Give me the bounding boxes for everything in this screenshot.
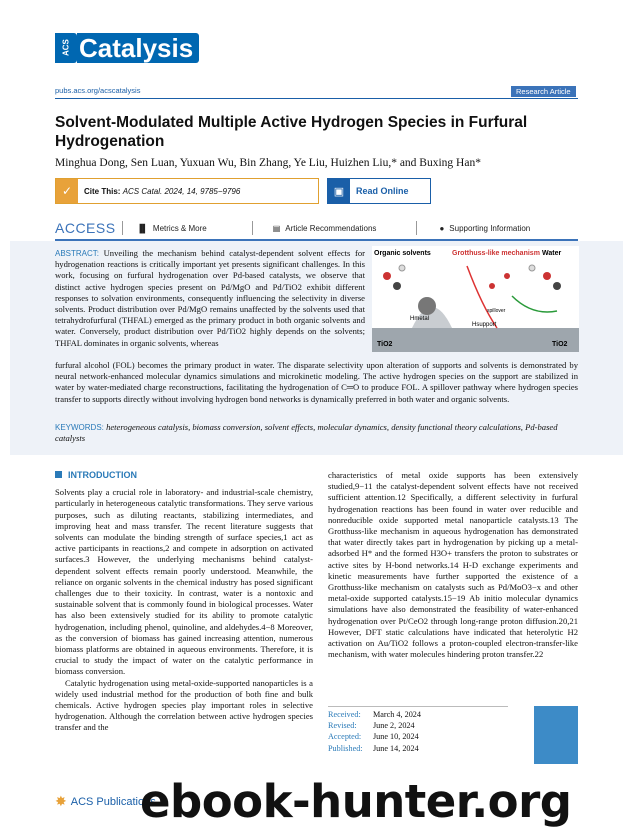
received-date: March 4, 2024 xyxy=(373,710,421,719)
keywords-label: KEYWORDS: xyxy=(55,423,104,432)
cite-ref: ACS Catal. 2024, 14, 9785−9796 xyxy=(122,186,241,196)
keywords-text: heterogeneous catalysis, biomass conversion, solvent effects, molecular dynamics, density functional theory calculations, Pd-based catalysts xyxy=(55,422,558,444)
toc-hsupport-label: Hsupport xyxy=(472,322,497,328)
abstract-part-2: furfural alcohol (FOL) becomes the primary product in water. The disparate selectivity upon alteration of supports and solvents is demonstrated by neural network-enhanced molecular dynamics simulations and microkinetic modeling. The active hydrogen species on the support are stabilized in water by water-mediated charge reconstructions, facilitating the hydrogenation of C═O to produce FOL. A spillover pathway where hydrogen species transfer to supports directly without involving hydrogen bond networks is dynamically preferred in both water and organic solvents. xyxy=(55,360,578,404)
toc-tio2-right: TiO2 xyxy=(552,341,568,348)
journal-name: Catalysis xyxy=(77,33,199,63)
recommendations-icon: ▤ xyxy=(272,223,281,233)
keywords xyxy=(55,422,578,444)
intro-heading-text: INTRODUCTION xyxy=(68,470,137,480)
watermark: ebook-hunter.org xyxy=(140,775,572,828)
divider xyxy=(122,221,123,235)
author-list: Minghua Dong, Sen Luan, Yuxuan Wu, Bin Zhang, Ye Liu, Huizhen Liu,* and Buxing Han* xyxy=(55,157,481,169)
header-rule xyxy=(55,98,578,99)
cite-label: Cite This: xyxy=(84,186,121,196)
tio2-support xyxy=(372,328,579,352)
accepted-label: Accepted: xyxy=(328,732,362,742)
journal-url[interactable]: pubs.acs.org/acscatalysis xyxy=(55,86,141,95)
intro-column-1 xyxy=(55,470,313,734)
article-title: Solvent-Modulated Multiple Active Hydrogen Species in Furfural Hydrogenation xyxy=(55,114,528,150)
published-label: Published: xyxy=(328,743,363,753)
accepted-date: June 10, 2024 xyxy=(373,732,419,742)
abstract-text-1: Unveiling the mechanism behind catalyst-dependent solvent effects for hydrogenation reactions is critically important yet presents significant challenges. In this work, focusing on furfural hydrogenation over Pd-based catalysts, we observe that distinct active hydrogen species present on Pd/MgO and Pd/TiO2 exhibit different responses to solvation environments, consequently influencing the selectivity in diverse solvents. Product distribution over Pd/MgO remains unaffected by the solvents used that tetrahydrofurfural (THFAL) emerged as the primary product in both organic solvents and water. Conversely, product distribution over Pd/TiO2 highly depends on the solvents; THFAL dominates in organic solvents, whereas xyxy=(55,248,365,348)
toc-water-label: Water xyxy=(542,250,562,257)
toc-tio2-left: TiO2 xyxy=(377,341,393,348)
article-dates xyxy=(328,706,508,754)
toc-hmetal-label: Hmetal xyxy=(410,316,430,322)
revised-label: Revised: xyxy=(328,721,357,731)
supporting-info-icon: ● xyxy=(439,223,445,233)
journal-cover-thumbnail xyxy=(534,706,578,764)
abstract-part-1 xyxy=(55,248,365,349)
intro-column-2: characteristics of metal oxide supports has been extensively studied,9−11 the catalyst-dependent solvent effects have not received sufficient attention.12 Specifically, a different selectivity in furfural hydrogenation reactions has been found in water over reducible and nonreducible oxide supported metal nanoparticle catalysts.13 The Grotthuss-like mechanism in aqueous hydrogenation has demonstrated that water directly takes part in hydrogenation by picking up a metal-adsorbed H* and the formed H3O+ transfers the proton to substrates or active sites by H-bond networks.14 H-D exchange experiments and kinetic measurements have further supported the existence of a Grotthuss-like mechanism on catalysts such as Pd/MoO3−x and other metal-oxide supported catalysts.15−19 Ab initio molecular dynamics simulations have also demonstrated the feasibility of water-enhanced hydrogenation over Pt/CeO2 through long-range proton diffusion.20,21 However, DFT static calculations have indicated that heterolytic H2 activation on Au/TiO2 follows a proton-coupled electron-transfer-like mechanism, with water molecules hindering proton transfer.22 xyxy=(328,470,578,660)
acs-logo-mark: ACS xyxy=(55,33,77,63)
acs-pub-icon: ✸ xyxy=(55,793,67,809)
published-date: June 14, 2024 xyxy=(373,743,419,753)
intro-paragraph-1: Solvents play a crucial role in laboratory- and industrial-scale chemistry, particularly in heterogeneous catalytic transformations. They serve various purposes, such as diluting reactants, stabilizing intermediates, and improving heat and mass transfer. The recent literature suggests that solvents can modulate the binding strength of surface species,1 act as active participants in reactions,2 and compete in adsorption on activated surfaces.3 However, the underlying mechanisms behind catalyst-dependent solvent effects remain poorly understood. Meanwhile, the reliance on organic solvents in the chemical industry has posed significant challenges due to their toxicity. In contrast, water is a nontoxic and sustainable solvent that is commonly found in biological processes. Water has also been extensively studied for its ability to promote catalytic hydrogenation, including phenol, quinoline, and aldehydes.4−8 Moreover, as the conversion of biomass has gained increasing attention, numerous biomass platforms are obtained in aqueous environments. Therefore, it is crucial to study the impact of water on the catalytic performance in biomass conversion. xyxy=(55,487,313,677)
toc-illustration xyxy=(372,246,579,352)
toc-grotthuss-label: Grotthuss-like mechanism xyxy=(452,250,540,257)
read-icon: ▣ xyxy=(328,179,350,203)
cite-box[interactable] xyxy=(55,178,319,204)
metrics-link[interactable]: Metrics & More xyxy=(152,223,207,233)
journal-logo xyxy=(55,33,199,63)
intro-heading xyxy=(55,470,313,481)
divider xyxy=(252,221,253,235)
toc-organic-label: Organic solvents xyxy=(374,250,431,257)
toc-graphic xyxy=(372,246,579,352)
check-icon: ✓ xyxy=(56,179,78,203)
section-marker-icon xyxy=(55,471,62,478)
recommendations-link[interactable]: Article Recommendations xyxy=(285,223,377,233)
toc-spillover-label: spillover xyxy=(487,308,506,314)
received-label: Received: xyxy=(328,710,361,719)
access-bar xyxy=(55,219,578,237)
pd-cluster xyxy=(418,297,436,315)
revised-date: June 2, 2024 xyxy=(373,721,415,731)
access-label: ACCESS xyxy=(55,220,116,236)
read-online-label: Read Online xyxy=(356,186,409,196)
read-online-button[interactable] xyxy=(327,178,431,204)
supporting-info-link[interactable]: Supporting Information xyxy=(449,223,531,233)
divider xyxy=(416,221,417,235)
metrics-icon: ▐▌ xyxy=(136,223,148,233)
article-type-badge: Research Article xyxy=(511,86,576,97)
publisher-name: ACS Publications xyxy=(70,795,156,808)
intro-paragraph-2: Catalytic hydrogenation using metal-oxide-supported nanoparticles is a widely used industrial method for the production of both fine and bulk chemicals. Active hydrogen species play important roles in selective hydrogenation. Although the correlation between active hydrogen species transfer and the xyxy=(55,677,313,733)
abstract-label: ABSTRACT: xyxy=(55,249,100,258)
cite-text xyxy=(78,187,240,196)
